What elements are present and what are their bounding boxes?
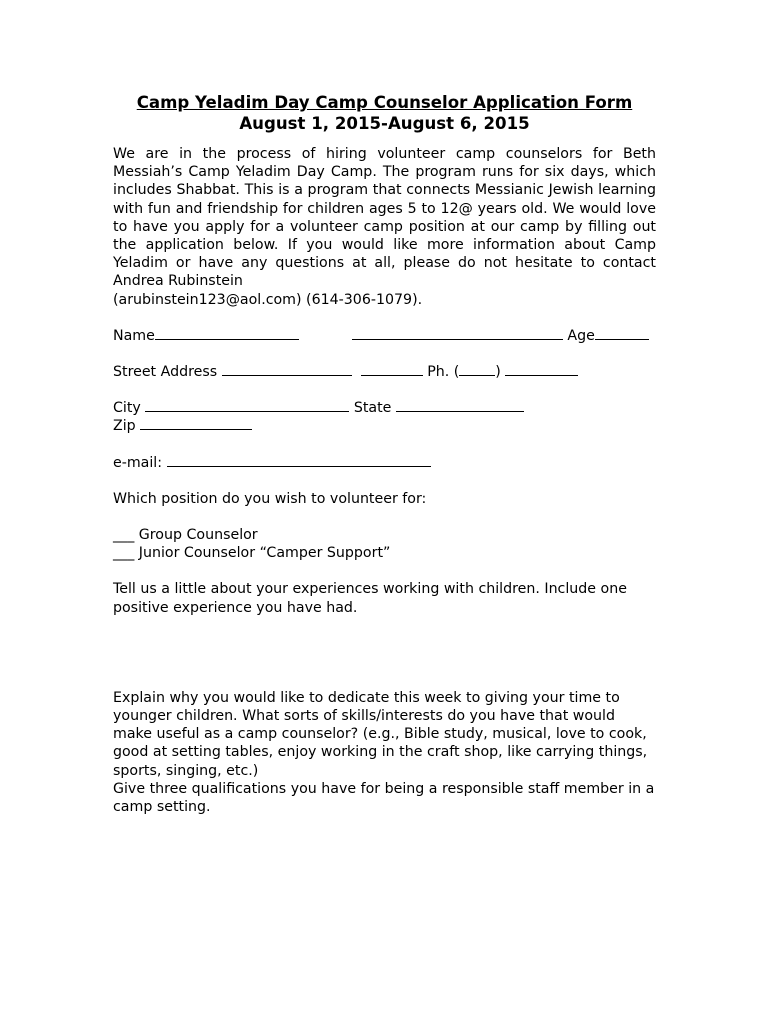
phone-label: Ph. ( [427,364,460,381]
street-address-field[interactable] [222,363,352,376]
phone-area-code-field[interactable] [459,363,495,376]
email-field[interactable] [167,454,431,467]
street-address-field-2[interactable] [361,363,423,376]
city-field[interactable] [145,399,349,412]
street-address-label: Street Address [113,364,218,381]
camp-dates: August 1, 2015-August 6, 2015 [239,114,530,133]
email-label: e-mail: [113,454,163,471]
explain-question: Explain why you would like to dedicate this week to giving your time to younger children. What sorts of skills/interests do you have that would make useful as a camp counselor? (e.g., Bible study, musical, love to cook, good at setting tables, enjoy working in the craft shop, like carrying things, sports, singing, etc.) [113,689,648,779]
email-row [113,454,656,472]
form-title: Camp Yeladim Day Camp Counselor Application Form [136,93,633,112]
phone-number-field[interactable] [505,363,578,376]
age-field[interactable] [595,327,649,340]
intro-paragraph [113,145,656,309]
position-option-group-counselor[interactable] [113,526,656,544]
zip-row [113,417,656,435]
name-label: Name [113,327,155,344]
age-label: Age [567,327,595,344]
name-field[interactable] [155,327,299,340]
position-checkbox-blank[interactable]: ___ [113,545,135,562]
position-checkbox-blank[interactable]: ___ [113,527,135,544]
position-option-junior-counselor[interactable] [113,544,656,562]
position-option-label: Junior Counselor “Camper Support” [138,545,391,562]
state-label: State [353,400,392,417]
experience-question: Tell us a little about your experiences working with children. Include one positive experience you have had. [113,581,627,616]
position-option-label: Group Counselor [138,527,258,544]
intro-text: We are in the process of hiring volunteer camp counselors for Beth Messiah’s Camp Yeladim Day Camp. The program runs for six days, which includes Shabbat. This is a program that connects Messianic Jewish learning with fun and friendship for children ages 5 to 12@ years old. We would love to have you apply for a volunteer camp position at our camp by filling out the application below. If you would like more information about Camp Yeladim or have any questions at all, please do not hesitate to contact Andrea Rubinstein [113,146,656,290]
city-label: City [113,400,141,417]
phone-close-paren: ) [495,364,501,381]
name-age-row [113,327,656,345]
state-field[interactable] [396,399,524,412]
contact-info: (arubinstein123@aol.com) (614-306-1079). [113,291,423,308]
qualifications-question: Give three qualifications you have for being a responsible staff member in a camp setting. [113,780,655,816]
zip-field[interactable] [140,417,252,430]
application-form [113,92,656,816]
street-phone-row [113,363,656,381]
city-state-row [113,399,656,417]
form-header [113,92,656,134]
zip-label: Zip [113,418,136,435]
name-field-2[interactable] [352,327,563,340]
position-question: Which position do you wish to volunteer for: [113,490,427,507]
